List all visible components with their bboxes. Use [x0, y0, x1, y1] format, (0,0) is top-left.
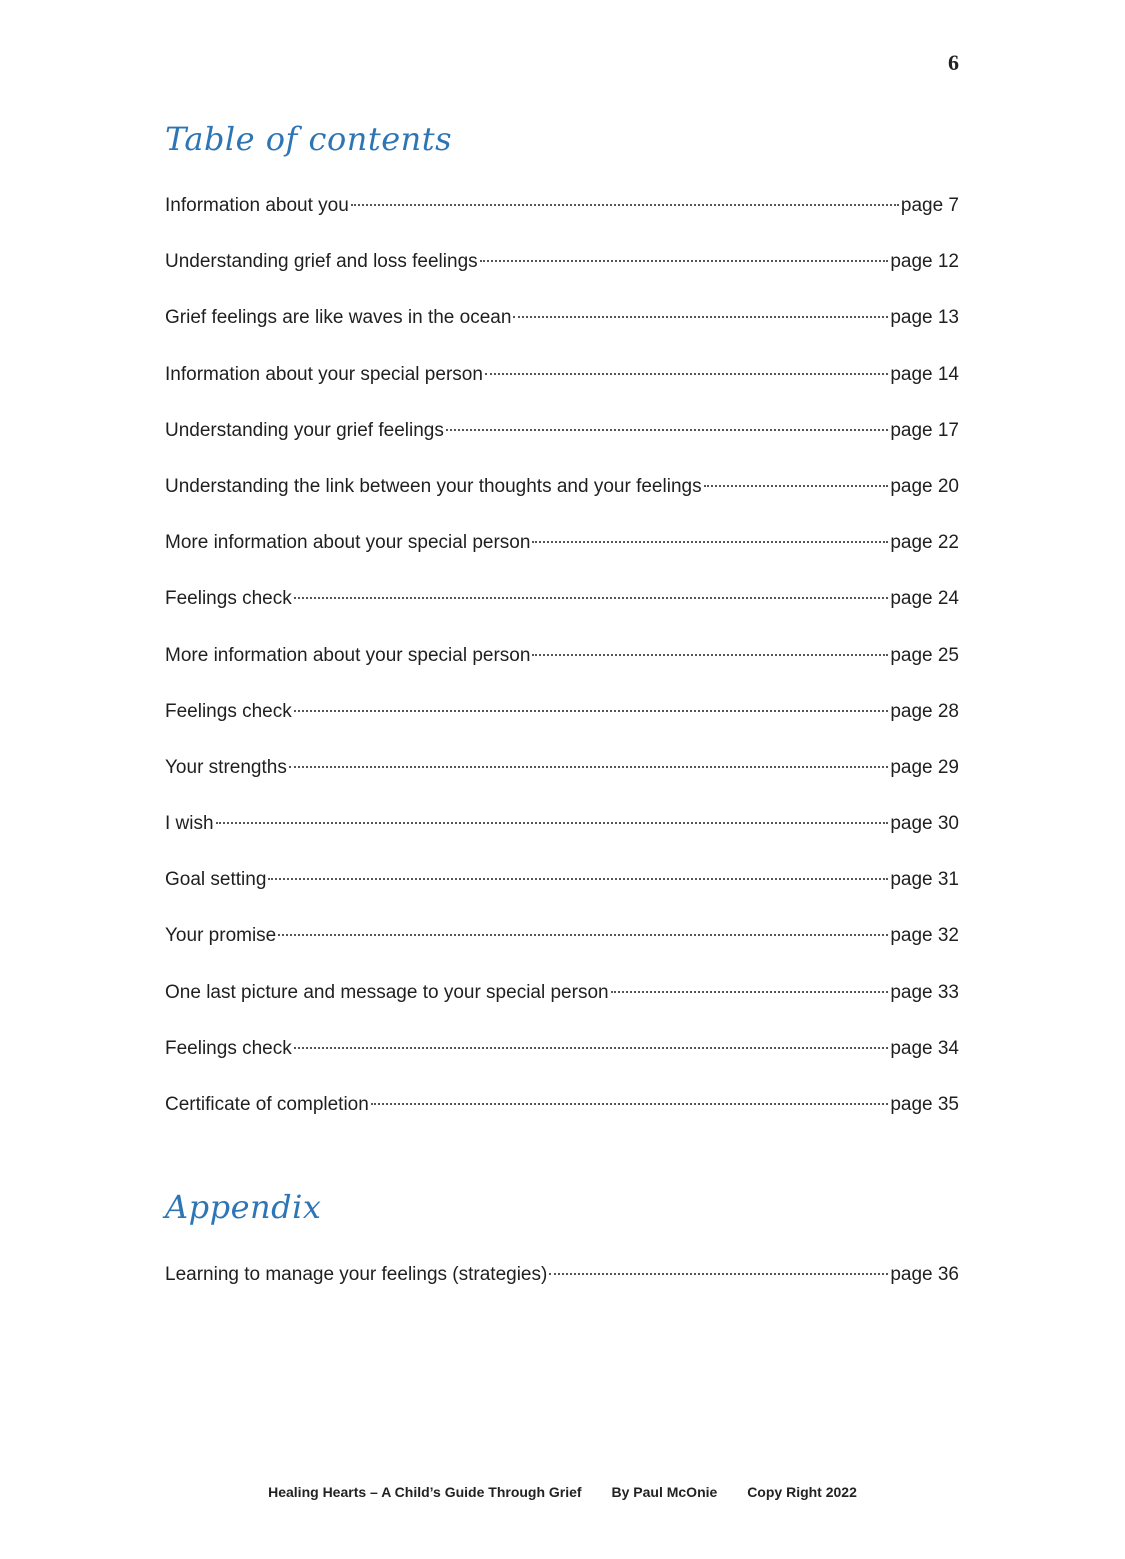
toc-entry [165, 303, 959, 359]
toc-entry-title: Certificate of completion [165, 1094, 369, 1115]
toc-entry-page: page 31 [890, 869, 959, 891]
appendix-entry-title: Learning to manage your feelings (strategies) [165, 1264, 548, 1285]
dot-leader [513, 316, 888, 318]
toc-entry-page: page 35 [890, 1094, 959, 1115]
toc-entry [165, 809, 959, 865]
toc-list [165, 191, 959, 1146]
toc-entry-title: Feelings check [165, 1037, 292, 1059]
dot-leader [268, 878, 888, 880]
page-footer [0, 1484, 1125, 1500]
toc-entry [165, 416, 959, 472]
dot-leader [294, 597, 889, 599]
toc-entry-title: Understanding grief and loss feelings [165, 251, 478, 273]
toc-entry-title: Information about you [165, 195, 349, 216]
dot-leader [216, 822, 889, 824]
toc-entry [165, 1034, 959, 1090]
toc-entry [165, 360, 959, 416]
dot-leader [549, 1273, 888, 1275]
toc-entry-title: Feelings check [165, 700, 292, 722]
toc-entry [165, 1090, 959, 1146]
toc-entry-title: More information about your special person [165, 644, 531, 666]
appendix-entry [165, 1260, 959, 1316]
footer-book-title: Healing Hearts – A Child’s Guide Through Grief [268, 1484, 582, 1500]
toc-entry-page: page 33 [890, 981, 959, 1003]
toc-entry-title: Understanding the link between your thoughts and your feelings [165, 475, 702, 497]
toc-entry-title: Your strengths [165, 756, 287, 778]
dot-leader [532, 654, 888, 656]
toc-entry-page: page 28 [890, 700, 959, 722]
toc-entry-page: page 32 [890, 925, 959, 947]
toc-entry-title: I wish [165, 813, 214, 835]
dot-leader [294, 710, 889, 712]
dot-leader [485, 373, 888, 375]
toc-entry-title: More information about your special person [165, 532, 531, 554]
appendix-heading: Appendix [165, 1188, 322, 1226]
footer-copyright: Copy Right 2022 [747, 1484, 857, 1500]
toc-entry [165, 584, 959, 640]
toc-entry-page: page 13 [890, 307, 959, 329]
toc-entry-title: Grief feelings are like waves in the ocean [165, 307, 512, 329]
dot-leader [611, 991, 889, 993]
appendix-list [165, 1260, 959, 1316]
toc-entry [165, 978, 959, 1034]
toc-entry [165, 921, 959, 977]
toc-entry-page: page 34 [890, 1037, 959, 1059]
toc-entry-page: page 30 [890, 813, 959, 835]
toc-entry [165, 191, 959, 247]
toc-entry-page: page 14 [890, 363, 959, 385]
toc-entry-title: Feelings check [165, 588, 292, 610]
toc-entry-page: page 7 [900, 195, 959, 216]
toc-entry-page: page 17 [890, 419, 959, 441]
toc-entry [165, 641, 959, 697]
dot-leader [351, 204, 899, 206]
toc-entry [165, 472, 959, 528]
dot-leader [446, 429, 888, 431]
toc-entry-page: page 25 [890, 644, 959, 666]
toc-entry [165, 528, 959, 584]
toc-heading: Table of contents [165, 120, 453, 158]
toc-entry-page: page 24 [890, 588, 959, 610]
toc-entry-title: Your promise [165, 925, 277, 947]
dot-leader [480, 260, 889, 262]
appendix-entry-page: page 36 [890, 1264, 959, 1285]
toc-entry-title: One last picture and message to your special person [165, 981, 609, 1003]
toc-entry [165, 753, 959, 809]
footer-author: By Paul McOnie [611, 1484, 718, 1500]
dot-leader [289, 766, 888, 768]
toc-entry [165, 865, 959, 921]
toc-entry-title: Understanding your grief feelings [165, 419, 444, 441]
dot-leader [371, 1103, 888, 1105]
dot-leader [278, 934, 888, 936]
toc-entry-page: page 29 [890, 756, 959, 778]
toc-entry-title: Information about your special person [165, 363, 483, 385]
toc-entry [165, 247, 959, 303]
dot-leader [294, 1047, 889, 1049]
toc-entry-title: Goal setting [165, 869, 267, 891]
dot-leader [532, 541, 888, 543]
toc-entry-page: page 20 [890, 475, 959, 497]
toc-entry-page: page 22 [890, 532, 959, 554]
toc-entry [165, 697, 959, 753]
page-number: 6 [948, 50, 959, 75]
dot-leader [704, 485, 889, 487]
toc-entry-page: page 12 [890, 251, 959, 273]
